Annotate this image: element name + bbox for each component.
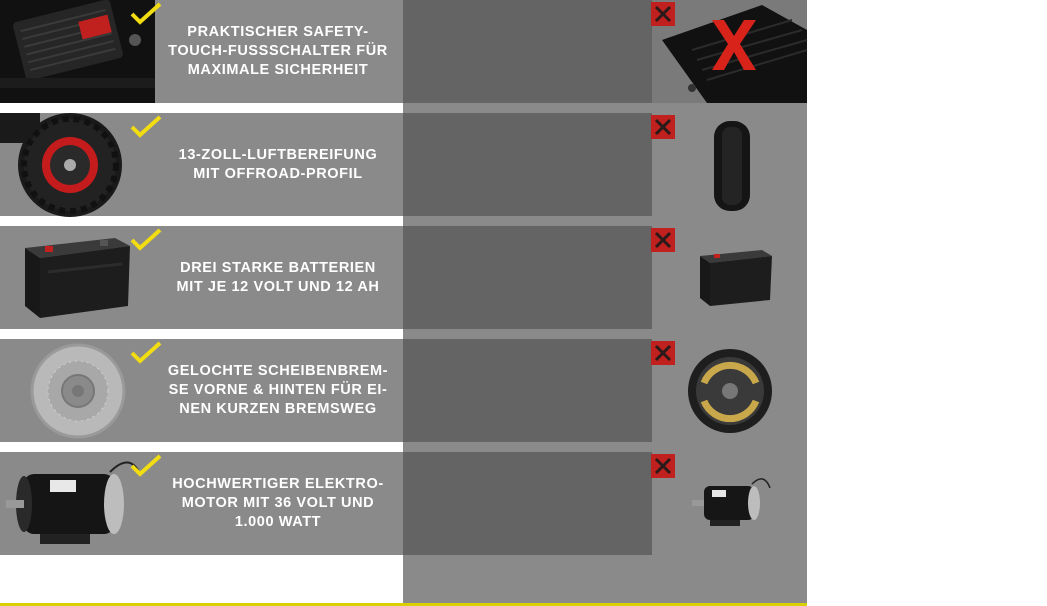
disadvantage-text: SCHWACHE BATTERIE MIT WENIG KAPAZITÄT (828, 259, 1030, 295)
check-icon (130, 2, 162, 26)
cross-icon (651, 228, 675, 252)
advantage-cell (0, 339, 403, 442)
comparison-row-brakes (0, 339, 1039, 442)
advantage-cell (0, 0, 403, 103)
disadvantage-cell (403, 226, 1030, 329)
disadvantage-text: MINDERWERTIGE BEREIFUNG (862, 146, 996, 182)
disadvantage-text: SCHWACHE MOTOREN MIT WENIG LEISTUNG (827, 485, 1031, 521)
disadvantage-cell (403, 452, 1031, 555)
cross-icon (651, 115, 675, 139)
bad-battery-image (652, 226, 807, 329)
advantage-text: HOCHWERTIGER ELEKTRO- MOTOR MIT 36 VOLT UND 1.000 WATT (172, 476, 384, 530)
check-icon (130, 454, 162, 478)
drum-brake-image (652, 339, 807, 442)
bad-tire-image (652, 113, 807, 216)
advantage-text: DREI STARKE BATTERIEN MIT JE 12 VOLT UND 12 AH (176, 259, 380, 295)
comparison-row-safety (0, 0, 1010, 103)
cross-icon (651, 454, 675, 478)
advantage-text: GELOCHTE SCHEIBENBREM- SE VORNE & HINTEN FÜR EI- NEN KURZEN BREMSWEG (167, 363, 389, 417)
check-icon (130, 228, 162, 252)
weak-motor-image (652, 452, 807, 555)
disadvantage-text: KEINE SICHERHEITS- VORKEHRUNGEN (848, 33, 1010, 69)
disadvantage-cell (403, 339, 1039, 442)
comparison-row-tires (0, 113, 996, 216)
advantage-text: 13-ZOLL-LUFTBEREIFUNG MIT OFFROAD-PROFIL (178, 146, 378, 182)
bad-pedal-image (652, 0, 807, 103)
cross-icon (651, 341, 675, 365)
comparison-row-battery (0, 226, 1030, 329)
check-icon (130, 341, 162, 365)
advantage-cell (0, 113, 403, 216)
check-icon (130, 115, 162, 139)
advantage-cell (0, 452, 403, 555)
disadvantage-text: MINDERWERTIGE TROMMEL- BREMSEN MIT LEICHTER VERZÖGERUNG (819, 363, 1039, 417)
advantage-cell (0, 226, 403, 329)
cross-icon (651, 2, 675, 26)
disadvantage-cell (403, 0, 1010, 103)
disadvantage-cell (403, 113, 996, 216)
advantage-text: PRAKTISCHER SAFETY- TOUCH-FUSSSCHALTER FÜR MAXIMALE SICHERHEIT (168, 24, 388, 78)
comparison-row-motor (0, 452, 1031, 555)
